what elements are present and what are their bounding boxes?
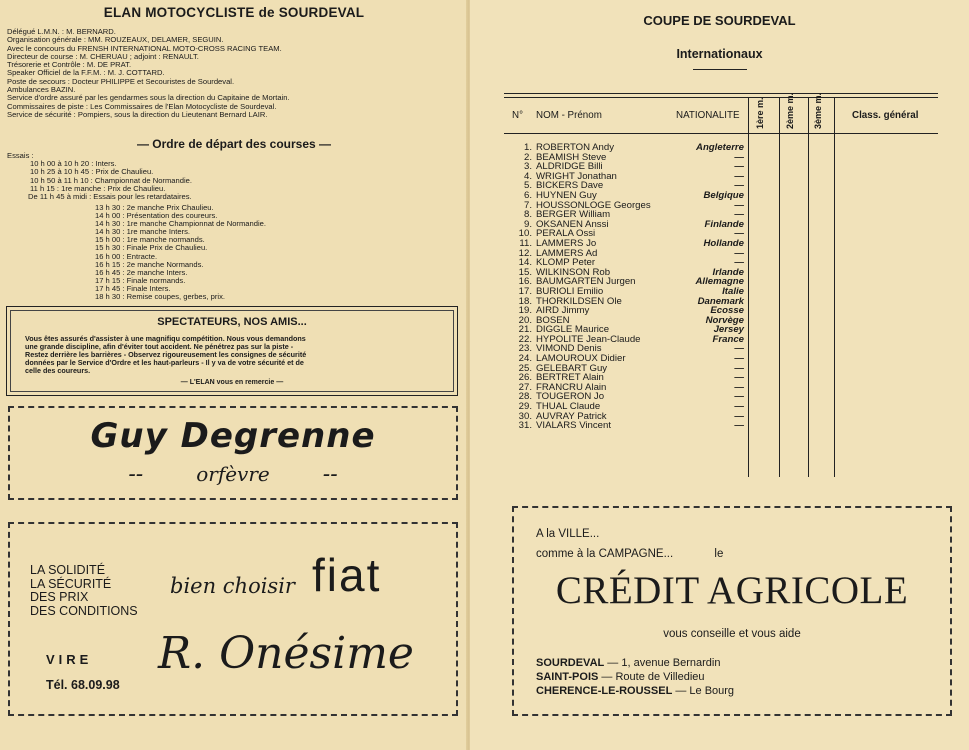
rider-name: THORKILDSEN Ole <box>536 295 622 307</box>
rider-nationality: — <box>734 257 744 269</box>
rider-name: OKSANEN Anssi <box>536 218 609 230</box>
col-line <box>808 97 809 477</box>
degrenne-trade: orfèvre <box>196 462 270 486</box>
rider-nationality: — <box>734 151 744 163</box>
rider-nationality: Finlande <box>704 218 744 230</box>
rider-name: AIRD Jimmy <box>536 305 590 317</box>
rider-number: 14. <box>518 257 532 269</box>
rider-number: 26. <box>518 372 532 384</box>
rider-number: 27. <box>518 381 532 393</box>
col-line <box>748 97 749 477</box>
rider-nationality: Allemagne <box>695 276 744 288</box>
schedule-line: 11 h 15 : 1re manche : Prix de Chaulieu. <box>30 183 166 193</box>
header-m1: 1ère m. <box>755 97 765 129</box>
rider-name: BOSEN <box>536 314 570 326</box>
rider-number: 7. <box>523 199 532 211</box>
rider-name: BAUMGARTEN Jurgen <box>536 276 636 288</box>
rider-number: 8. <box>523 209 532 221</box>
rider-number: 15. <box>518 266 532 278</box>
ad-tagline: vous conseille et vous aide <box>663 628 801 640</box>
rider-nationality: — <box>734 170 744 182</box>
ad-le: le <box>714 548 724 560</box>
rider-nationality: — <box>734 343 744 355</box>
rider-name: HYPOLITE Jean-Claude <box>536 333 641 345</box>
degrenne-trade-line <box>10 462 456 487</box>
rider-nationality: — <box>734 362 744 374</box>
schedule-line: 15 h 00 : 1re manche normands. <box>95 235 205 245</box>
schedule-line: 16 h 15 : 2e manche Normands. <box>95 259 204 269</box>
schedule-line: 14 h 30 : 1re manche Championnat de Normandie. <box>95 219 266 229</box>
rider-number: 4. <box>523 170 532 182</box>
officials-list <box>7 28 290 119</box>
rider-number: 3. <box>523 161 532 173</box>
dealer-name: R. Onésime <box>158 628 414 679</box>
official-line: Ambulances BAZIN. <box>7 85 76 95</box>
rider-name: PERALA Ossi <box>536 228 596 240</box>
schedule-line: 17 h 45 : Finale Inters. <box>95 283 171 293</box>
address-text: — Le Bourg <box>672 685 735 697</box>
rider-nationality: — <box>734 199 744 211</box>
ad-line2-text: comme à la CAMPAGNE... <box>536 548 674 560</box>
address-line <box>536 656 734 670</box>
spectators-title: SPECTATEURS, NOS AMIS... <box>157 316 307 328</box>
address-text: — Route de Villedieu <box>598 671 705 683</box>
rider-nationality: Norvège <box>705 314 744 326</box>
official-line: Avec le concours du FRENSH INTERNATIONAL MOTO-CROSS RACING TEAM. <box>7 43 282 53</box>
rider-number: 16. <box>518 276 532 288</box>
order-title: — Ordre de départ des courses — <box>136 137 332 151</box>
rider-nationality: — <box>734 372 744 384</box>
right-page <box>470 0 969 750</box>
dash-right: -- <box>322 462 338 487</box>
essais-list <box>30 160 192 201</box>
fiat-line: DES CONDITIONS <box>30 603 138 618</box>
rider-nationality: Danemark <box>697 295 744 307</box>
address-line <box>536 684 734 698</box>
address-text: — 1, avenue Bernardin <box>604 657 721 669</box>
table-top-rule <box>504 97 938 98</box>
rider-nationality: — <box>734 391 744 403</box>
club-title: ELAN MOTOCYCLISTE de SOURDEVAL <box>103 5 365 20</box>
rider-nationality: Irlande <box>712 266 744 278</box>
rider-number: 23. <box>518 343 532 355</box>
address-town: SAINT-POIS <box>536 671 599 683</box>
rider-nationality: Italie <box>722 285 744 297</box>
rider-nationality: — <box>734 161 744 173</box>
rider-number: 17. <box>518 285 532 297</box>
fiat-arguments <box>30 564 138 618</box>
fiat-line: LA SOLIDITÉ <box>30 563 106 577</box>
rider-number: 19. <box>518 305 532 317</box>
header-name: NOM - Prénom <box>536 110 602 121</box>
rider-name: BURIOLI Emilio <box>536 285 604 297</box>
schedule-line: 13 h 30 : 2e manche Prix Chaulieu. <box>95 203 214 212</box>
fiat-line: DES PRIX <box>30 590 89 604</box>
rider-number: 9. <box>523 218 532 230</box>
rider-nationality: — <box>734 401 744 413</box>
rider-nationality: — <box>734 410 744 422</box>
rider-name: BERGER William <box>536 209 611 221</box>
rider-number: 31. <box>518 420 532 432</box>
fiat-town: VIRE <box>46 652 93 667</box>
official-line: Commissaires de piste : Les Commissaires de l'Elan Motocycliste de Sourdeval. <box>7 101 277 111</box>
spectators-line: Restez derrière les barrières - Observez rigoureusement les consignes de sécurité <box>25 350 307 359</box>
afternoon-list <box>95 204 266 301</box>
rider-number: 28. <box>518 391 532 403</box>
spectators-box <box>6 306 458 396</box>
credit-agricole-brand: CRÉDIT AGRICOLE <box>555 569 909 612</box>
spectators-text <box>25 335 457 375</box>
schedule-line: 10 h 50 à 11 h 10 : Championnat de Normandie. <box>30 175 192 185</box>
cup-subtitle: Internationaux <box>676 47 763 61</box>
official-line: Poste de secours : Docteur PHILIPPE et Secouristes de Sourdeval. <box>7 76 235 86</box>
fiat-ad <box>8 522 458 716</box>
spectators-line: données par le Service d'Ordre et les haut-parleurs - Il y va de votre sécurité et de <box>25 358 304 367</box>
rider-nationality: — <box>734 353 744 365</box>
header-m3: 3ème m. <box>813 92 823 129</box>
spectators-line: une grande discipline, afin d'éviter tout accident. Ne pénétrez pas sur la piste - <box>25 342 294 351</box>
header-rule <box>504 133 938 134</box>
schedule-line: De 11 h 45 à midi : Essais pour les retardataires. <box>28 192 192 202</box>
rider-nationality: Angleterre <box>696 142 744 153</box>
spectators-signature: — L'ELAN vous en remercie — <box>180 379 284 386</box>
fiat-phone: Tél. 68.09.98 <box>46 678 120 692</box>
rider-nationality: — <box>734 381 744 393</box>
degrenne-ad <box>8 406 458 500</box>
ad-line1: A la VILLE... <box>536 528 600 540</box>
rider-name: KLOMP Peter <box>536 257 596 269</box>
rider-name: ROBERTON Andy <box>536 142 615 153</box>
schedule-line: 14 h 30 : 1re manche Inters. <box>95 227 190 237</box>
fiat-line: LA SÉCURITÉ <box>30 576 112 591</box>
rider-number: 20. <box>518 314 532 326</box>
address-town: SOURDEVAL <box>536 657 605 669</box>
rider-name: AUVRAY Patrick <box>536 410 607 422</box>
schedule-line: 17 h 15 : Finale normands. <box>95 275 186 285</box>
official-line: Organisation générale : MM. ROUZEAUX, DELAMER, SEGUIN. <box>7 35 224 45</box>
schedule-line: 16 h 45 : 2e manche Inters. <box>95 267 188 277</box>
address-town: CHERENCE-LE-ROUSSEL <box>536 685 673 697</box>
rider-number: 1. <box>523 142 532 153</box>
rider-number: 10. <box>518 228 532 240</box>
ad-line2 <box>536 548 723 560</box>
rider-name: LAMMERS Jo <box>536 237 597 249</box>
header-general: Class. général <box>852 110 919 121</box>
rider-nationality: — <box>734 209 744 221</box>
official-line: Trésorerie et Contrôle : M. DE PRAT. <box>7 60 132 70</box>
rider-name: LAMMERS Ad <box>536 247 598 259</box>
rider-name: FRANCRU Alain <box>536 381 607 393</box>
rider-nationality: — <box>734 228 744 240</box>
rider-number: 5. <box>523 180 532 192</box>
rider-number: 29. <box>518 401 532 413</box>
rider-number: 2. <box>523 151 532 163</box>
rider-nationality: Ecosse <box>710 305 744 317</box>
address-line <box>536 670 734 684</box>
rider-nationality: Hollande <box>703 237 744 249</box>
rider-nationality: — <box>734 180 744 192</box>
rider-name: BEAMISH Steve <box>536 151 607 163</box>
official-line: Service de sécurité : Pompiers, sous la direction du Lieutenant Bernard LAIR. <box>7 109 268 119</box>
official-line: Speaker Officiel de la F.F.M. : M. J. COTTARD. <box>7 68 165 78</box>
rider-number: 11. <box>519 237 532 249</box>
rider-number: 18. <box>518 295 532 307</box>
results-table <box>504 93 938 477</box>
rider-number: 22. <box>518 333 532 345</box>
official-line: Service d'ordre assuré par les gendarmes sous la direction du Capitaine de Mortain. <box>7 93 290 103</box>
rider-name: VIALARS Vincent <box>536 420 612 432</box>
rider-name: WRIGHT Jonathan <box>536 170 617 182</box>
rider-name: VIMOND Denis <box>536 343 602 355</box>
rider-name: DIGGLE Maurice <box>536 324 610 336</box>
rider-nationality: — <box>734 420 744 432</box>
schedule-line: 16 h 00 : Entracte. <box>95 251 158 261</box>
rider-name: TOUGERON Jo <box>536 391 605 403</box>
subtitle-rule <box>693 69 747 70</box>
rider-name: THUAL Claude <box>536 401 601 413</box>
rider-nationality: Belgique <box>703 189 744 201</box>
official-line: Délégué L.M.N. : M. BERNARD. <box>7 27 116 36</box>
rider-name: WILKINSON Rob <box>536 266 611 278</box>
col-line <box>834 97 835 477</box>
rider-number: 12. <box>518 247 532 259</box>
header-num: N° <box>512 110 523 121</box>
left-page <box>0 0 468 750</box>
fiat-brand: fiat <box>312 549 382 601</box>
rider-name: HUYNEN Guy <box>536 189 597 201</box>
essais-label: Essais : <box>7 151 34 160</box>
rider-name: HOUSSONLOGE Georges <box>536 199 651 211</box>
rider-number: 24. <box>518 353 532 365</box>
rider-number: 25. <box>518 362 532 374</box>
rider-name: BICKERS Dave <box>536 180 604 192</box>
rider-name: GELEBART Guy <box>536 362 608 374</box>
header-nat: NATIONALITE <box>676 110 740 121</box>
riders-table <box>504 143 748 431</box>
col-line <box>779 97 780 477</box>
schedule-line: 15 h 30 : Finale Prix de Chaulieu. <box>95 243 208 253</box>
degrenne-name: Guy Degrenne <box>90 416 376 456</box>
rider-nationality: France <box>712 333 744 345</box>
dash-left: -- <box>128 462 144 487</box>
schedule-line: 18 h 30 : Remise coupes, gerbes, prix. <box>95 292 226 302</box>
cup-title: COUPE DE SOURDEVAL <box>643 13 796 28</box>
rider-name: ALDRIDGE Billi <box>536 161 603 173</box>
schedule-line: 10 h 00 à 10 h 20 : Inters. <box>30 159 117 168</box>
schedule-line: 14 h 00 : Présentation des coureurs. <box>95 211 218 221</box>
rider-name: BERTRET Alain <box>536 372 604 384</box>
ad-addresses <box>536 656 734 698</box>
spectators-line: celle des coureurs. <box>25 366 91 375</box>
rider-nationality: — <box>734 247 744 259</box>
spectators-line: Vous êtes assurés d'assister à une magnifiqu compétition. Nous vous demandons <box>25 334 306 343</box>
table-row <box>504 421 748 431</box>
rider-number: 30. <box>518 410 532 422</box>
rider-number: 6. <box>523 189 532 201</box>
fiat-slogan: bien choisir <box>170 574 295 598</box>
rider-nationality: Jersey <box>713 324 744 336</box>
rider-name: LAMOUROUX Didier <box>536 353 626 365</box>
credit-agricole-ad <box>512 506 952 716</box>
header-m2: 2ème m. <box>785 92 795 129</box>
schedule-line: 10 h 25 à 10 h 45 : Prix de Chaulieu. <box>30 167 154 177</box>
rider-number: 21. <box>518 324 532 336</box>
table-top-rule <box>504 93 938 94</box>
official-line: Directeur de course : M. CHERUAU ; adjoint : RENAULT. <box>7 51 199 61</box>
